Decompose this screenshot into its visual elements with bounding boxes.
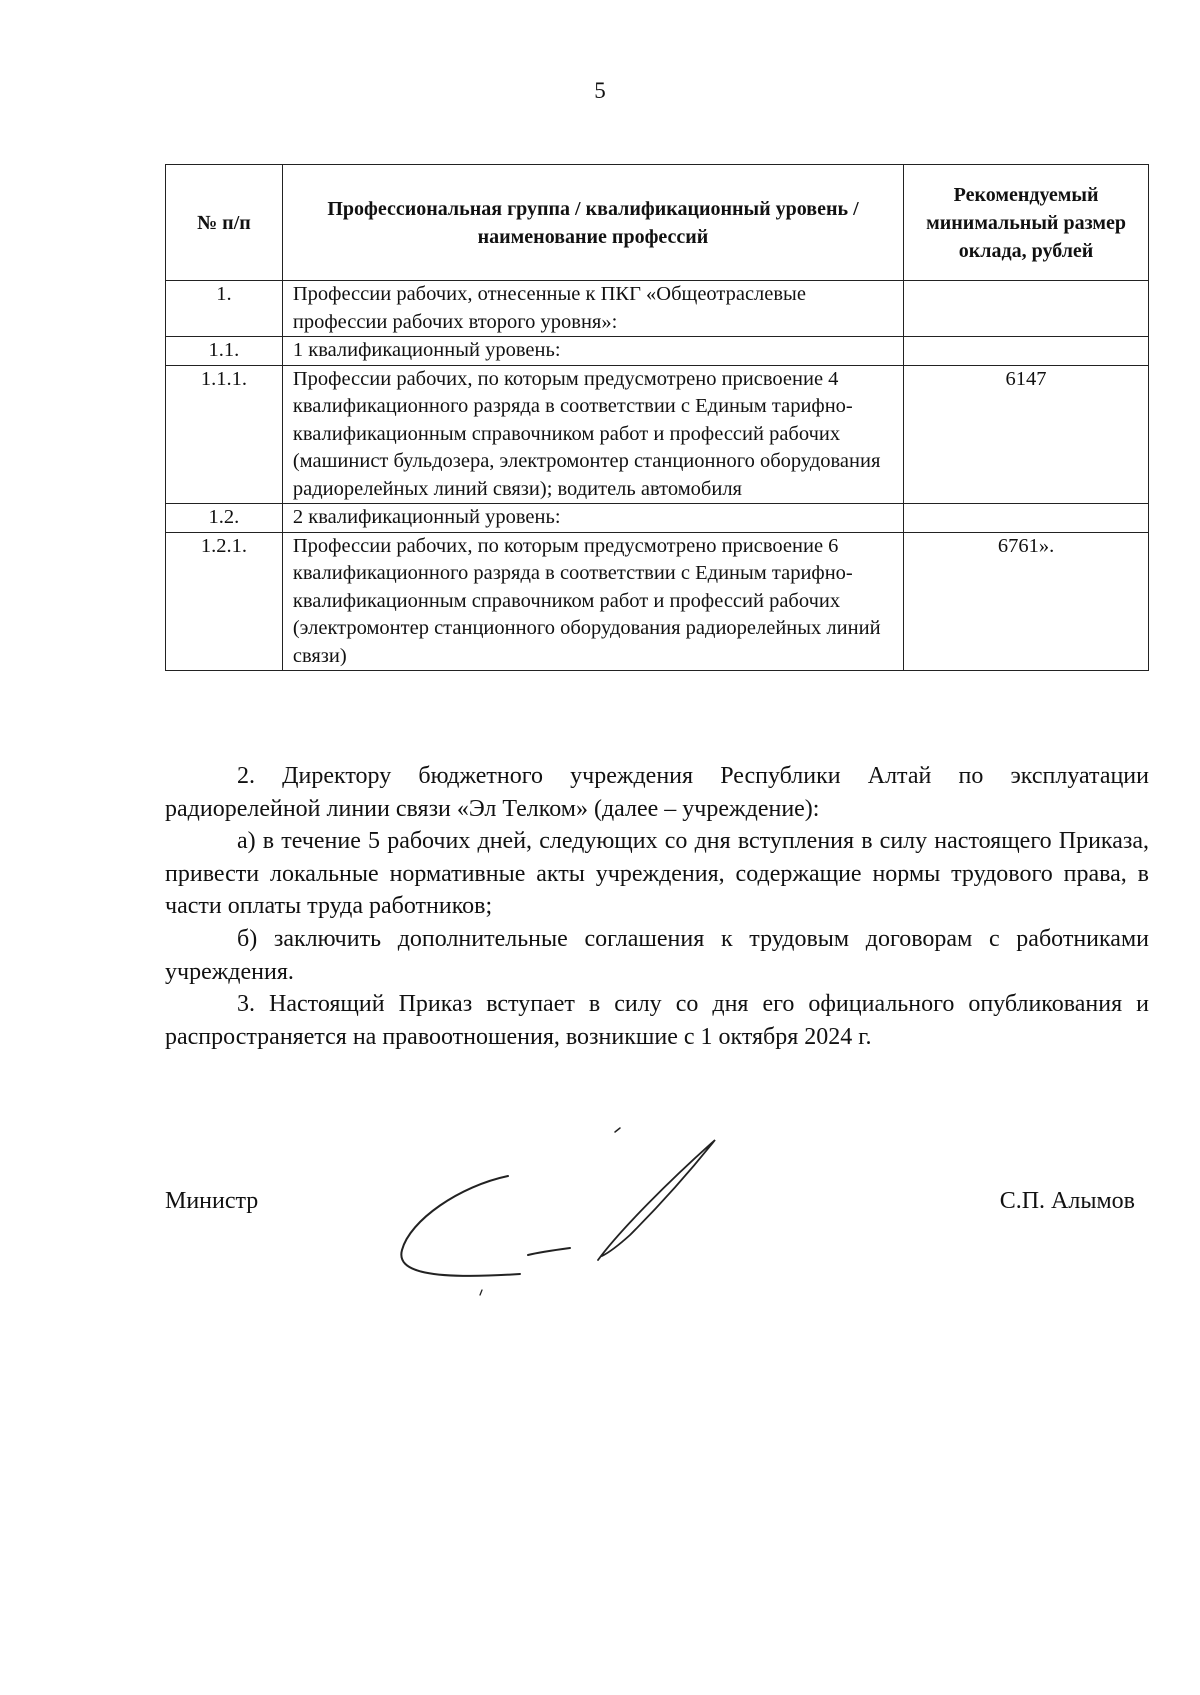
table-row (166, 281, 1149, 337)
row-name: Профессии рабочих, отнесенные к ПКГ «Общеотраслевые профессии рабочих второго уровня»: (282, 281, 903, 337)
table-row (166, 532, 1149, 671)
paragraph-2b: б) заключить дополнительные соглашения к трудовым договорам с работниками учреждения. (165, 925, 1149, 985)
table-row (166, 365, 1149, 504)
row-num: 1.1. (166, 337, 283, 366)
header-pay: Рекомендуемый минимальный размер оклада, рублей (904, 165, 1149, 281)
signatory-name: С.П. Алымов (999, 1188, 1135, 1214)
row-name: 2 квалификационный уровень: (282, 504, 903, 533)
row-pay: 6761». (904, 532, 1149, 671)
row-num: 1.1.1. (166, 365, 283, 504)
row-name: Профессии рабочих, по которым предусмотрено присвоение 6 квалификационного разряда в соответствии с Единым тарифно-квалификационным справочником работ и профессий рабочих (электромонтер станционного оборудования радиорелейных линий связи) (282, 532, 903, 671)
header-num: № п/п (166, 165, 283, 281)
paragraph-3: 3. Настоящий Приказ вступает в силу со дня его официального опубликования и распространяется на правоотношения, возникшие с 1 октября 2024 г. (165, 991, 1149, 1050)
page-number: 5 (594, 78, 606, 103)
salary-table (165, 164, 1149, 671)
row-name: 1 квалификационный уровень: (282, 337, 903, 366)
row-num: 1.2. (166, 504, 283, 533)
handwritten-signature (390, 1120, 770, 1300)
paragraph-2: 2. Директору бюджетного учреждения Республики Алтай по эксплуатации радиорелейной линии связи «Эл Телком» (далее – учреждение): (165, 763, 1149, 822)
table-row (166, 337, 1149, 366)
row-num: 1. (166, 281, 283, 337)
row-name: Профессии рабочих, по которым предусмотрено присвоение 4 квалификационного разряда в соответствии с Единым тарифно-квалификационным справочником работ и профессий рабочих (машинист бульдозера, электромонтер станционного оборудования радиорелейных линий связи); водитель автомобиля (282, 365, 903, 504)
header-name: Профессиональная группа / квалификационный уровень / наименование профессий (282, 165, 903, 281)
row-pay (904, 504, 1149, 533)
order-body (165, 760, 1149, 1053)
row-pay (904, 281, 1149, 337)
row-pay (904, 337, 1149, 366)
table-row (166, 504, 1149, 533)
row-pay: 6147 (904, 365, 1149, 504)
paragraph-2a: а) в течение 5 рабочих дней, следующих со дня вступления в силу настоящего Приказа, привести локальные нормативные акты учреждения, содержащие нормы трудового права, в части оплаты труда работников; (165, 828, 1149, 920)
signatory-role: Министр (165, 1188, 259, 1214)
row-num: 1.2.1. (166, 532, 283, 671)
table-header-row (166, 165, 1149, 281)
